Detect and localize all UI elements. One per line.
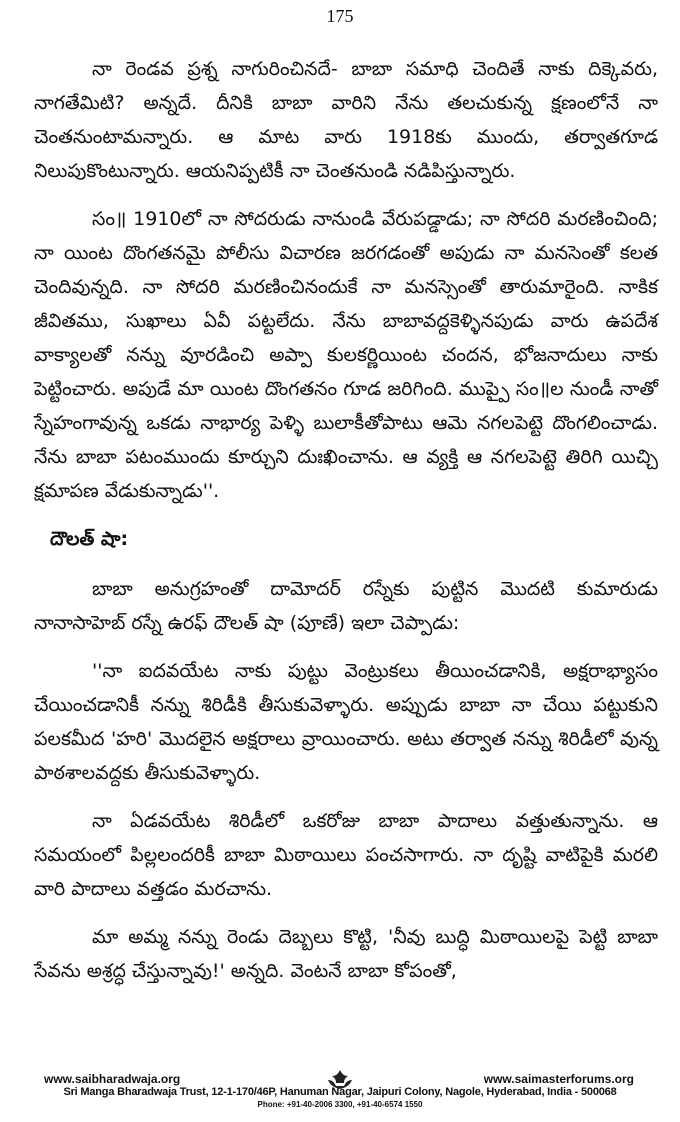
page-footer: [0, 1064, 680, 1122]
paragraph-second-question: నా రెండవ ప్రశ్న నాగురించినదే- బాబా సమాధి చెందితే నాకు దిక్కెవరు, నాగతేమిటి? అన్నదే. దీనికి బాబా వారిని నేను తలచుకున్న క్షణంలోనే నా చెంతనుంటామన్నారు. ఆ మాట వారు 1918కు ముందు, తర్వాతగూడ నిలుపుకొంటున్నారు. ఆయనిప్పటికీ నా చెంతనుండి నడిపిస్తున్నారు.: [34, 58, 658, 182]
section-heading-daulat-shah: దౌలత్ షా:: [50, 528, 129, 550]
paragraph-mother-scolds: మా అమ్మ నన్ను రెండు దెబ్బలు కొట్టి, 'నీవు బుద్ధి మిఠాయిలపై పెట్టి బాబా సేవను అశ్రద్ధ చేస్తున్నావు!' అన్నది. వెంటనే బాబా కోపంతో,: [34, 926, 658, 982]
paragraph-daulat-intro: బాబా అనుగ్రహంతో దామోదర్ రస్నేకు పుట్టిన మొదటి కుమారుడు నానాసాహెబ్ రస్నే ఉరఫ్ దౌలత్ షా (పూణే) ఇలా చెప్పాడు:: [34, 578, 658, 634]
page-body: [34, 52, 658, 1002]
paragraph-1910-events: సం॥ 1910లో నా సోదరుడు నానుండి వేరుపడ్డాడు; నా సోదరి మరణించింది; నా యింట దొంగతనమై పోలీసు విచారణ జరగడంతో అపుడు నా మనసెంతో కలత చెందివున్నది. నా సోదరి మరణించినందుకే నా మనస్సెంతో తారుమారైంది. నాకిక జీవితము, సుఖాలు ఏవీ పట్టలేదు. నేను బాబావద్దకెళ్ళినపుడు వారు ఉపదేశ వాక్యాలతో నన్ను వూరడించి అప్పా కులకర్ణియింట చందన, భోజనాదులు నాకు పెట్టించారు. అపుడే మా యింట దొంగతనం గూడ జరిగింది. ముప్పై సం॥ల నుండీ నాతో స్నేహంగావున్న ఒకడు నాభార్య పెళ్ళి బులాకీతోపాటు ఆమె నగలపెట్టె దొంగలించాడు. నేను బాబా పటంముందు కూర్చుని దుఃఖించాను. ఆ వ్యక్తి ఆ నగలపెట్టె తిరిగి యిచ్చి క్షమాపణ వేడుకున్నాడు''.: [34, 208, 658, 502]
page-number: 175: [326, 6, 354, 26]
footer-address: Sri Manga Bharadwaja Trust, 12-1-170/46P, Hanuman Nagar, Jaipuri Colony, Nagole, Hyderabad, India - 500068: [63, 1086, 617, 1098]
paragraph-fifth-year: ''నా ఐదవయేట నాకు పుట్టు వెంట్రుకలు తీయించడానికి, అక్షరాభ్యాసం చేయించడానికీ నన్ను శిరిడీకి తీసుకువెళ్ళారు. అప్పుడు బాబా నా చేయి పట్టుకుని పలకమీద 'హరి' మొదలైన అక్షరాలు వ్రాయించారు. అటు తర్వాత నన్ను శిరిడీలో వున్న పాఠశాలవద్దకు తీసుకువెళ్ళారు.: [34, 660, 658, 784]
footer-website-left[interactable]: www.saibharadwaja.org: [44, 1072, 181, 1086]
footer-website-right[interactable]: www.saimasterforums.org: [483, 1072, 634, 1086]
footer-phone: Phone: +91-40-2006 3300, +91-40-6574 1550: [257, 1100, 423, 1109]
paragraph-seventh-year: నా ఏడవయేట శిరిడీలో ఒకరోజు బాబా పాదాలు వత్తుతున్నాను. ఆ సమయంలో పిల్లలందరికీ బాబా మిఠాయిలు పంచసాగారు. నా దృష్టి వాటిపైకి మరలి వారి పాదాలు వత్తడం మరచాను.: [34, 810, 658, 900]
